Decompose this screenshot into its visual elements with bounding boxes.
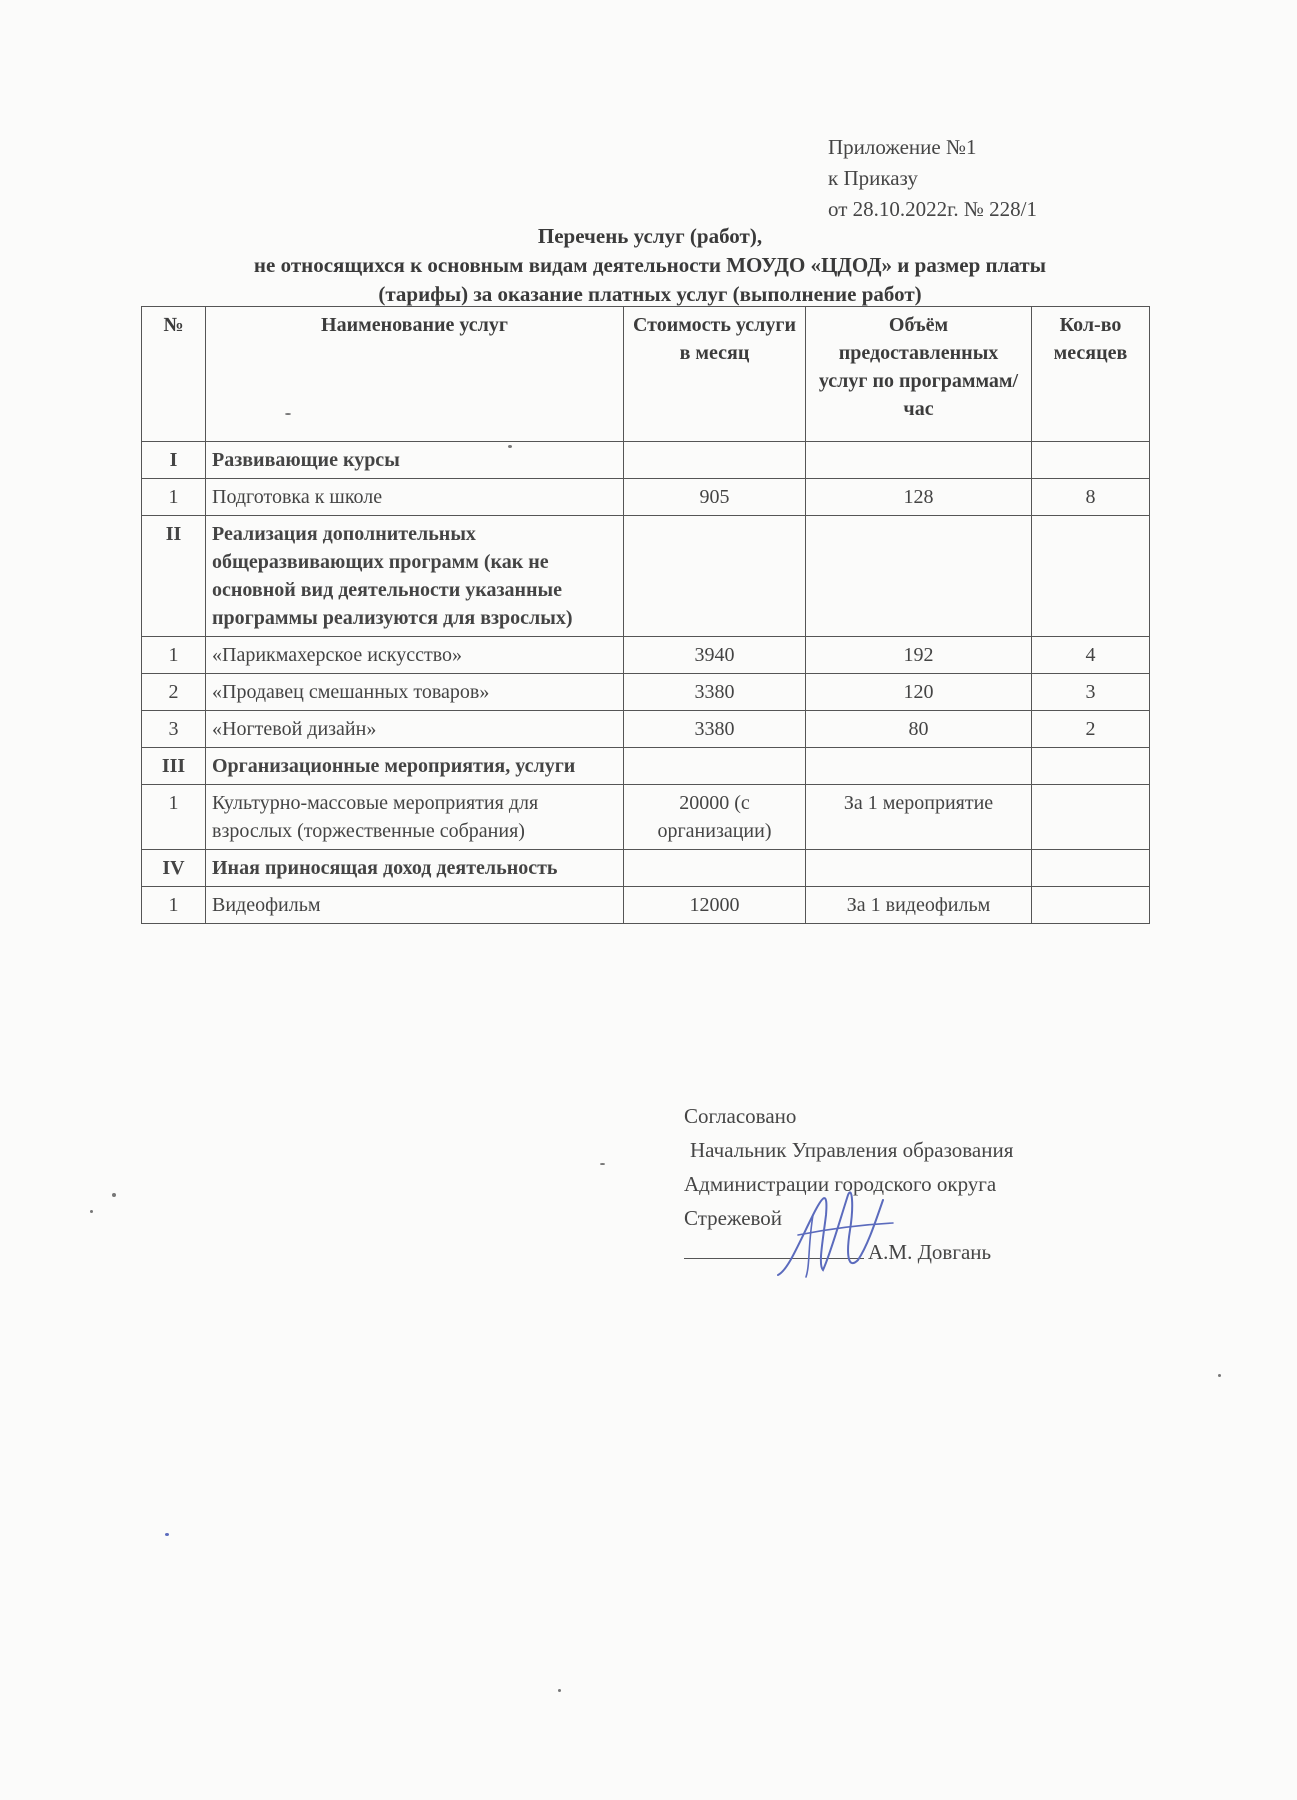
row-name: «Парикмахерское искусство»	[206, 637, 624, 674]
section-row	[142, 748, 1150, 785]
scan-speck	[165, 1533, 169, 1536]
header-num: №	[142, 307, 206, 442]
title-line-2: не относящихся к основным видам деятельности МОУДО «ЦДОД» и размер платы	[253, 253, 1047, 277]
empty-cell	[1032, 516, 1150, 637]
row-months	[1032, 887, 1150, 924]
approval-line-3: Администрации городского округа	[684, 1172, 997, 1196]
section-title: Организационные мероприятия, услуги	[206, 748, 624, 785]
title-line-1: Перечень услуг (работ),	[537, 224, 763, 248]
table-row	[142, 674, 1150, 711]
empty-cell	[624, 516, 806, 637]
header-months: Кол-во месяцев	[1032, 307, 1150, 442]
section-row	[142, 516, 1150, 637]
section-num: III	[142, 748, 206, 785]
row-name: Культурно-массовые мероприятия для взрослых (торжественные собрания)	[206, 785, 624, 850]
empty-cell	[1032, 442, 1150, 479]
empty-cell	[1032, 748, 1150, 785]
row-num: 3	[142, 711, 206, 748]
row-name: Подготовка к школе	[206, 479, 624, 516]
document-title	[140, 222, 1160, 309]
empty-cell	[806, 516, 1032, 637]
row-volume: 128	[806, 479, 1032, 516]
section-num: I	[142, 442, 206, 479]
row-num: 1	[142, 479, 206, 516]
scan-speck	[1218, 1374, 1221, 1377]
section-num: II	[142, 516, 206, 637]
section-row	[142, 442, 1150, 479]
scan-speck	[558, 1689, 561, 1692]
row-cost: 12000	[624, 887, 806, 924]
table-row	[142, 785, 1150, 850]
row-num: 1	[142, 887, 206, 924]
row-num: 1	[142, 637, 206, 674]
row-cost: 3380	[624, 711, 806, 748]
signer-name: А.М. Довгань	[868, 1240, 992, 1264]
handwritten-signature	[768, 1175, 898, 1285]
table-row	[142, 887, 1150, 924]
section-row	[142, 850, 1150, 887]
scan-speck	[600, 1163, 605, 1165]
header-name: Наименование услуг	[206, 307, 624, 442]
table-row	[142, 711, 1150, 748]
scan-speck	[285, 413, 291, 415]
header-cost: Стоимость услуги в месяц	[624, 307, 806, 442]
row-volume: 192	[806, 637, 1032, 674]
row-name: «Продавец смешанных товаров»	[206, 674, 624, 711]
empty-cell	[624, 748, 806, 785]
approval-line-2: Начальник Управления образования	[690, 1138, 1014, 1162]
row-cost: 3380	[624, 674, 806, 711]
empty-cell	[806, 442, 1032, 479]
row-months: 4	[1032, 637, 1150, 674]
row-volume: За 1 мероприятие	[806, 785, 1032, 850]
empty-cell	[806, 748, 1032, 785]
scan-speck	[112, 1193, 116, 1197]
row-cost: 905	[624, 479, 806, 516]
approval-line-1: Согласовано	[684, 1104, 797, 1128]
row-months: 8	[1032, 479, 1150, 516]
section-title: Развивающие курсы	[206, 442, 624, 479]
approval-line-4: Стрежевой	[684, 1206, 783, 1230]
empty-cell	[624, 850, 806, 887]
row-cost: 3940	[624, 637, 806, 674]
title-line-3: (тарифы) за оказание платных услуг (выполнение работ)	[378, 282, 922, 306]
row-name: Видеофильм	[206, 887, 624, 924]
row-name: «Ногтевой дизайн»	[206, 711, 624, 748]
attachment-note	[828, 132, 1037, 225]
row-volume: За 1 видеофильм	[806, 887, 1032, 924]
empty-cell	[624, 442, 806, 479]
attachment-line-2: к Приказу	[828, 166, 918, 190]
row-months	[1032, 785, 1150, 850]
table-header-row	[142, 307, 1150, 442]
row-num: 2	[142, 674, 206, 711]
scan-speck	[90, 1210, 93, 1213]
empty-cell	[1032, 850, 1150, 887]
section-num: IV	[142, 850, 206, 887]
row-volume: 80	[806, 711, 1032, 748]
services-table	[141, 306, 1150, 924]
row-volume: 120	[806, 674, 1032, 711]
scan-speck	[508, 445, 512, 448]
row-months: 3	[1032, 674, 1150, 711]
row-months: 2	[1032, 711, 1150, 748]
section-title: Иная приносящая доход деятельность	[206, 850, 624, 887]
row-cost: 20000 (с организации)	[624, 785, 806, 850]
attachment-line-1: Приложение №1	[828, 135, 977, 159]
attachment-line-3: от 28.10.2022г. № 228/1	[828, 197, 1038, 221]
row-num: 1	[142, 785, 206, 850]
section-title: Реализация дополнительных общеразвивающих программ (как не основной вид деятельности указанные программы реализуются для взрослых)	[206, 516, 624, 637]
header-volume: Объём предоставленных услуг по программам/час	[806, 307, 1032, 442]
empty-cell	[806, 850, 1032, 887]
table-row	[142, 479, 1150, 516]
table-row	[142, 637, 1150, 674]
